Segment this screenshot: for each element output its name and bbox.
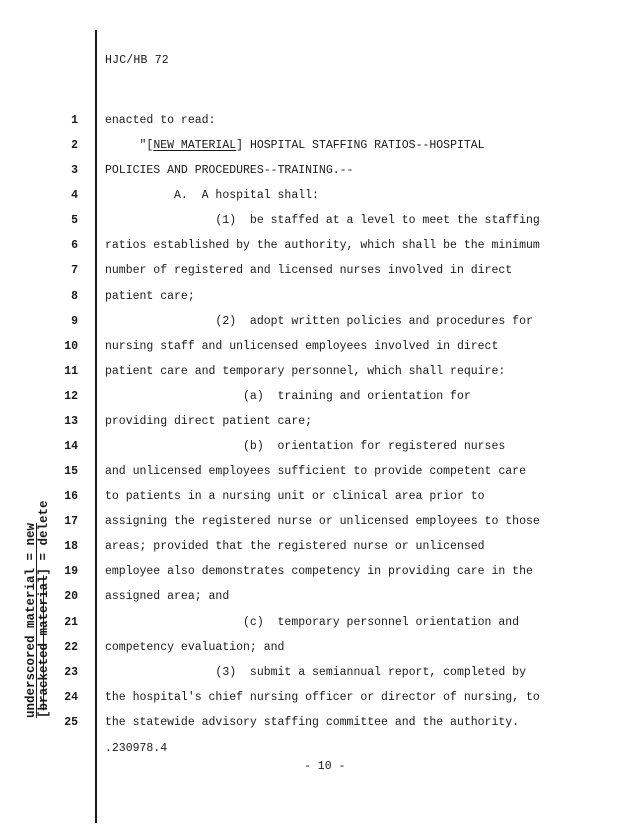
line-number: 4: [71, 189, 78, 203]
plain-text: ratios established by the authority, which shall be the minimum: [105, 239, 540, 253]
line-number: 16: [64, 490, 78, 504]
plain-text: assigning the registered nurse or unlicensed employees to those: [105, 515, 540, 529]
bill-line: [0, 584, 638, 609]
line-number: 15: [64, 465, 78, 479]
plain-text: providing direct patient care;: [105, 414, 313, 428]
bill-line: [0, 183, 638, 208]
bill-line: [0, 133, 638, 158]
bill-line: [0, 284, 638, 309]
line-number: 7: [71, 264, 78, 278]
line-text: [105, 158, 353, 183]
bill-line: [0, 158, 638, 183]
bill-line: [0, 685, 638, 710]
line-number: 14: [64, 440, 78, 454]
bill-line: [0, 534, 638, 559]
line-number: 1: [71, 114, 78, 127]
line-text: [105, 284, 195, 309]
footer-code: .230978.4: [105, 742, 168, 755]
line-number: 3: [71, 164, 78, 178]
plain-text: (1) be staffed at a level to meet the staffing: [105, 214, 540, 228]
plain-text: employee also demonstrates competency in providing care in the: [105, 565, 533, 579]
line-text: [105, 660, 526, 685]
line-number: 10: [64, 339, 78, 353]
line-number: 13: [64, 414, 78, 428]
line-text: [105, 710, 519, 735]
plain-text: number of registered and licensed nurses involved in direct: [105, 264, 513, 278]
bill-line: [0, 459, 638, 484]
bill-line: [0, 258, 638, 283]
line-text: [105, 334, 498, 359]
line-text: [105, 584, 229, 609]
line-number: 24: [64, 690, 78, 704]
line-text: [105, 610, 519, 635]
line-text: [105, 258, 512, 283]
line-text: [105, 459, 526, 484]
line-text: [105, 559, 533, 584]
bill-line: [0, 359, 638, 384]
bill-line: [0, 559, 638, 584]
bill-line: [0, 309, 638, 334]
line-number: 12: [64, 389, 78, 403]
bill-line: [0, 334, 638, 359]
line-text: [105, 133, 485, 158]
plain-text: (c) temporary personnel orientation and: [105, 615, 520, 629]
plain-text: A. A hospital shall:: [105, 189, 319, 203]
plain-text: assigned area; and: [105, 590, 230, 604]
line-number: 21: [64, 615, 78, 629]
bill-line: [0, 710, 638, 735]
line-text: [105, 685, 540, 710]
plain-text: [: [37, 710, 51, 718]
plain-text: ] HOSPITAL STAFFING RATIOS--HOSPITAL: [236, 139, 485, 153]
bill-line: [0, 208, 638, 233]
plain-text: POLICIES AND PROCEDURES--TRAINING.--: [105, 164, 354, 178]
line-text: [105, 309, 533, 334]
plain-text: areas; provided that the registered nurse or unlicensed: [105, 540, 485, 554]
line-number: 9: [71, 314, 78, 328]
line-number: 5: [71, 214, 78, 228]
underscored-text: underscored material = new: [24, 522, 38, 718]
bill-line: [0, 384, 638, 409]
bill-line: [0, 409, 638, 434]
plain-text: (3) submit a semiannual report, completed by: [105, 665, 526, 679]
plain-text: "[: [105, 139, 154, 153]
struck-text: bracketed material: [37, 575, 51, 711]
line-text: [105, 534, 485, 559]
plain-text: patient care and temporary personnel, which shall require:: [105, 364, 506, 378]
bill-line: [0, 434, 638, 459]
line-number: 25: [64, 715, 78, 729]
bill-line: [0, 610, 638, 635]
plain-text: ] = delete: [37, 500, 51, 576]
plain-text: (a) training and orientation for: [105, 389, 471, 403]
line-number: 20: [64, 590, 78, 604]
line-number: 8: [71, 289, 78, 303]
bill-line: [0, 108, 638, 133]
bill-line: [0, 635, 638, 660]
line-number: 22: [64, 640, 78, 654]
plain-text: enacted to read:: [105, 114, 216, 127]
line-text: [105, 384, 471, 409]
line-text: [105, 108, 215, 133]
line-text: [105, 233, 540, 258]
underscored-text: NEW MATERIAL: [153, 139, 237, 153]
document-header: HJC/HB 72: [105, 54, 169, 67]
line-text: [105, 484, 485, 509]
line-text: [105, 509, 540, 534]
plain-text: competency evaluation; and: [105, 640, 285, 654]
bill-line: [0, 233, 638, 258]
line-text: [105, 208, 540, 233]
line-text: [105, 359, 505, 384]
bill-line: [0, 509, 638, 534]
footer-page-number: - 10 -: [304, 760, 346, 773]
line-number: 11: [64, 364, 78, 378]
bill-line: [0, 484, 638, 509]
bill-line: [0, 660, 638, 685]
line-number: 23: [64, 665, 78, 679]
line-number: 17: [64, 515, 78, 529]
bill-lines: [0, 108, 638, 735]
line-number: 19: [64, 565, 78, 579]
line-text: [105, 183, 319, 208]
line-number: 2: [71, 139, 78, 153]
plain-text: (2) adopt written policies and procedures for: [105, 314, 533, 328]
line-number: 18: [64, 540, 78, 554]
plain-text: nursing staff and unlicensed employees involved in direct: [105, 339, 499, 353]
line-text: [105, 635, 284, 660]
line-text: [105, 409, 312, 434]
plain-text: to patients in a nursing unit or clinical area prior to: [105, 490, 485, 504]
plain-text: the hospital's chief nursing officer or director of nursing, to: [105, 690, 540, 704]
plain-text: and unlicensed employees sufficient to provide competent care: [105, 465, 526, 479]
plain-text: (b) orientation for registered nurses: [105, 440, 506, 454]
line-number: 6: [71, 239, 78, 253]
line-text: [105, 434, 505, 459]
plain-text: patient care;: [105, 289, 195, 303]
plain-text: the statewide advisory staffing committee and the authority.: [105, 715, 520, 729]
